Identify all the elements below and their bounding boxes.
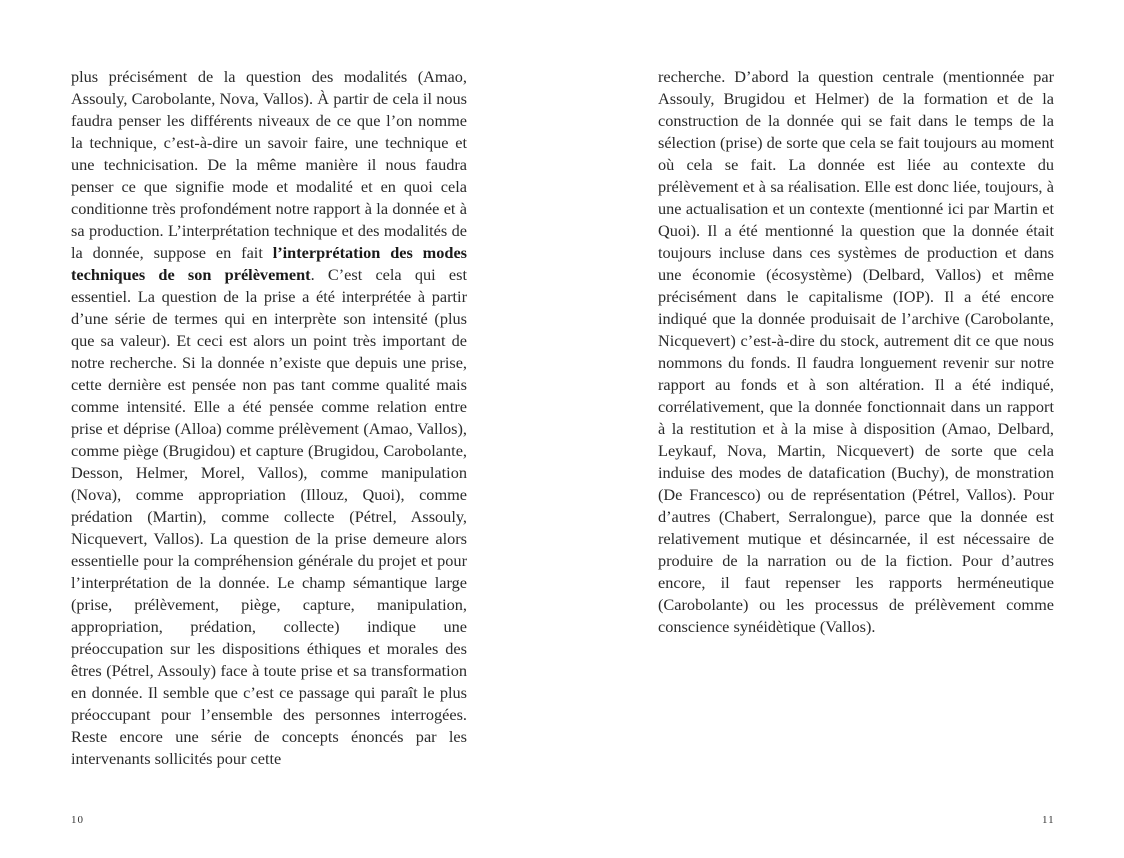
right-text-column	[658, 66, 1054, 638]
left-paragraph	[71, 66, 467, 770]
text-run: . C’est cela qui est essentiel. La question de la prise a été interprétée à partir d’une série de termes qui en interprète son intensité (plus que sa valeur). Et ceci est alors un point très important de notre recherche. Si la donnée n’existe que depuis une prise, cette dernière est pensée non pas tant comme qualité mais comme intensité. Elle a été pensée comme relation entre prise et déprise (Alloa) comme prélèvement (Amao, Vallos), comme piège (Brugidou) et capture (Brugidou, Carobolante, Desson, Helmer, Morel, Vallos), comme manipulation (Nova), comme appropriation (Illouz, Quoi), comme prédation (Martin), comme collecte (Pétrel, Assouly, Nicquevert, Vallos). La question de la prise demeure alors essentielle pour la compréhension générale du projet et pour l’interprétation de la donnée. Le champ sémantique large (prise, prélèvement, piège, capture, manipulation, appropriation, prédation, collecte) indique une préoccupation sur les dispositions éthiques et morales des êtres (Pétrel, Assouly) face à toute prise et sa transformation en donnée. Il semble que c’est ce passage qui paraît le plus préoccupant pour l’ensemble des personnes interrogées. Reste encore une série de concepts énoncés par les intervenants sollicités pour cette	[71, 265, 467, 768]
right-page	[562, 0, 1124, 858]
left-text-column	[71, 66, 467, 770]
page-number-left: 10	[71, 814, 84, 826]
right-paragraph: recherche. D’abord la question centrale (mentionnée par Assouly, Brugidou et Helmer) de la formation et de la construction de la donnée qui se fait dans le temps de la sélection (prise) de sorte que cela se fait toujours au moment où cela se fait. La donnée est liée au contexte du prélèvement et à sa réalisation. Elle est donc liée, toujours, à une actualisation et un contexte (mentionné ici par Martin et Quoi). Il a été mentionné la question que la donnée était toujours incluse dans ces systèmes de production et dans une économie (écosystème) (Delbard, Vallos) et même précisément dans le capitalisme (IOP). Il a été encore indiqué que la donnée produisait de l’archive (Carobolante, Nicquevert) c’est-à-dire du stock, autrement dit ce que nous nommons du fonds. Il faudra longuement revenir sur notre rapport au fonds et à son altération. Il a été indiqué, corrélativement, que la donnée fonctionnait dans un rapport à la restitution et à la mise à disposition (Amao, Delbard, Leykauf, Nova, Martin, Nicquevert) de sorte que cela induise des modes de datafication (Buchy), de monstration (De Francesco) ou de représentation (Pétrel, Vallos). Pour d’autres (Chabert, Serralongue), parce que la donnée est relativement mutique et désincarnée, il est nécessaire de produire de la narration ou de la fiction. Pour d’autres encore, il faut repenser les rapports herméneutique (Carobolante) ou les processus de prélèvement comme conscience synéidètique (Vallos).	[658, 67, 1054, 636]
emphasized-phrase: l’interprétation des modes techniques de son prélèvement	[71, 243, 468, 284]
text-run: plus précisément de la question des modalités (Amao, Assouly, Carobolante, Nova, Vallos). À partir de cela il nous faudra penser les différents niveaux de ce que l’on nomme la technique, c’est-à-dire un savoir faire, une technique et une technicisation. De la même manière il nous faudra penser ce que signifie mode et modalité et en quoi cela conditionne très profondément notre rapport à la donnée et à sa production. L’interprétation technique et des modalités de la donnée, suppose en fait	[71, 67, 467, 262]
page-number-right: 11	[1042, 814, 1055, 826]
